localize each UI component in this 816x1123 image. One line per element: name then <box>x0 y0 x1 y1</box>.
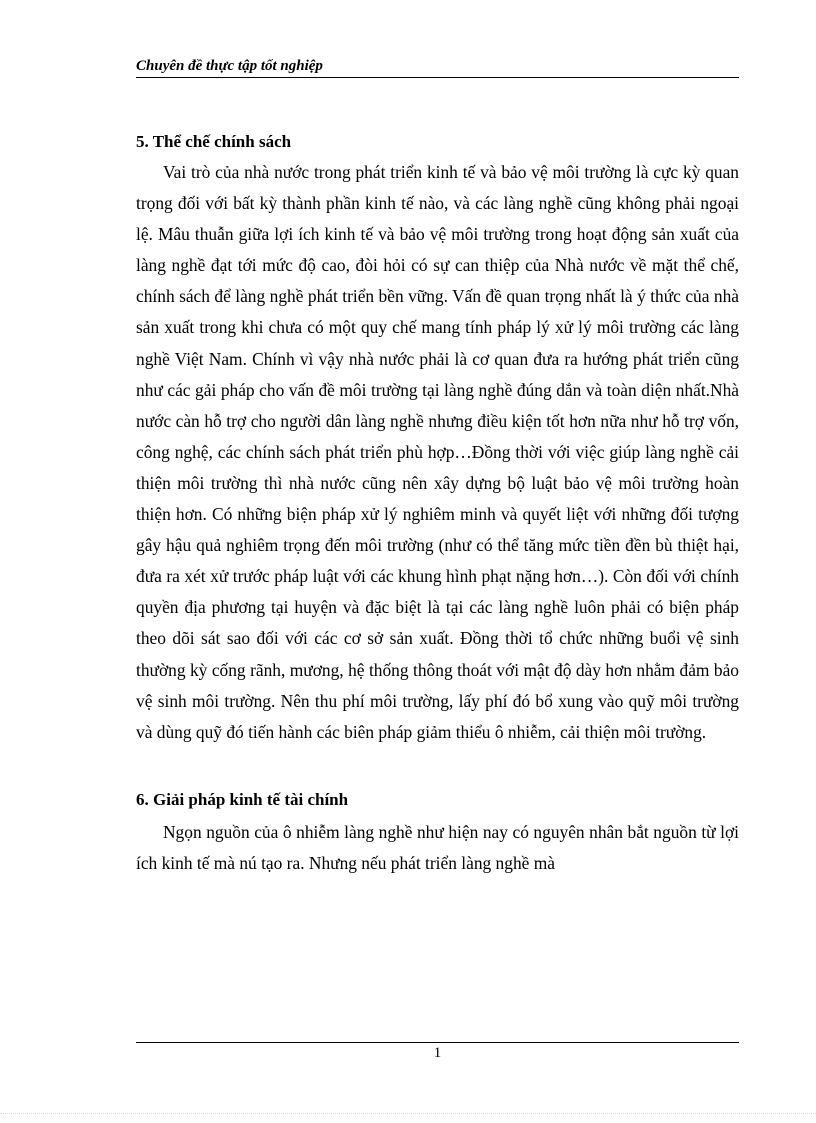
footer-divider <box>136 1042 739 1043</box>
page-edge-divider <box>0 1113 816 1114</box>
header-divider <box>136 77 739 78</box>
page-body <box>136 130 739 879</box>
page-footer <box>136 1042 739 1062</box>
section-6-heading: 6. Giải pháp kinh tế tài chính <box>136 789 349 809</box>
section-5-heading: 5. Thể chế chính sách <box>136 132 292 151</box>
page-number: 1 <box>433 1045 442 1061</box>
section-6-paragraph: Ngọn nguồn của ô nhiễm làng nghề như hiện nay có nguyên nhân bắt nguồn từ lợi ích kinh tế mà nú tạo ra. Nhưng nếu phát triển làng nghề mà <box>136 821 739 873</box>
page-header <box>136 56 739 80</box>
document-title: Chuyên đề thực tập tốt nghiệp <box>136 58 323 74</box>
section-5-paragraph: Vai trò của nhà nước trong phát triển kinh tế và bảo vệ môi trường là cực kỳ quan trọng đối với bất kỳ thành phần kinh tế nào, và các làng nghề cũng không phải ngoại lệ. Mâu thuẫn giữa lợi ích kinh tế và bảo vệ môi trường trong hoạt động sản xuất của làng nghề đạt tới mức độ cao, đòi hỏi có sự can thiệp của Nhà nước về mặt thể chế, chính sách để làng nghề phát triển bền vững. Vấn đề quan trọng nhất là ý thức của nhà sản xuất trong khi chưa có một quy chế mang tính pháp lý xử lý môi trường các làng nghề Việt Nam. Chính vì vậy nhà nước phải là cơ quan đưa ra hướng phát triển cũng như các gải pháp cho vấn đề môi trường tại làng nghề đúng dắn và toàn diện nhất.Nhà nước càn hỗ trợ cho người dân làng nghề nhưng điều kiện tốt hơn nữa như hỗ trợ vốn, công nghệ, các chính sách phát triển phù hợp…Đồng thời với việc giúp làng nghề cải thiện môi trường thì nhà nước cũng nên xây dựng bộ luật bảo vệ môi trường hoàn thiện hơn. Có những biện pháp xử lý nghiêm minh và quyết liệt với những đối tượng gây hậu quả nghiêm trọng đến môi trường (như có thể tăng mức tiền đền bù thiệt hại, đưa ra xét xử trước pháp luật với các khung hình phạt nặng hơn…). Còn đối với chính quyền địa phương tại huyện và đặc biệt là tại các làng nghề luôn phải có biện pháp theo dõi sát sao đối với các cơ sở sản xuất. Đồng thời tổ chức những buổi vệ sinh thường kỳ cống rãnh, mương, hệ thống thông thoát với mật độ dày hơn nhằm đảm bảo vệ sinh môi trường. Nên thu phí môi trường, lấy phí đó bổ xung vào quỹ môi trường và dùng quỹ đó tiến hành các biên pháp giảm thiểu ô nhiễm, cải thiện môi trường. <box>136 162 739 742</box>
